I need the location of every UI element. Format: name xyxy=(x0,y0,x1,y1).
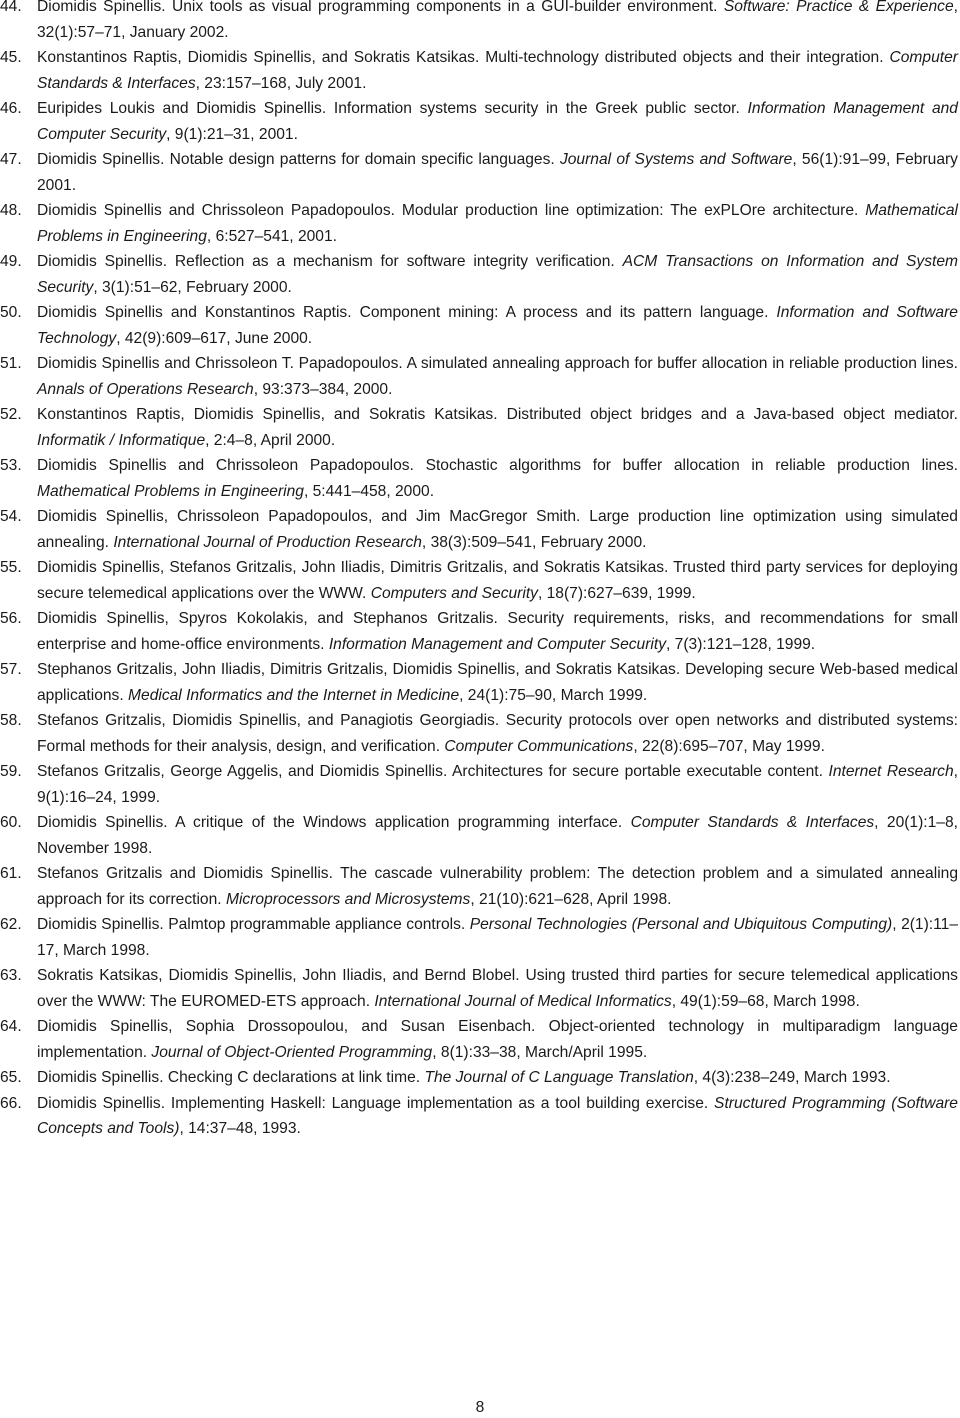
reference-title: Unix tools as visual programming components in a GUI-builder environment. xyxy=(171,0,718,15)
reference-title: The cascade vulnerability problem: The detection problem and a simulated annealing approach for its correction. xyxy=(37,865,958,908)
reference-venue: Microprocessors and Microsystems xyxy=(225,890,471,908)
reference-number: 46. xyxy=(0,100,22,117)
reference-title: Multi-technology distributed objects and their integration. xyxy=(485,49,884,66)
reference-venue: Personal Technologies (Personal and Ubiquitous Computing) xyxy=(469,916,893,933)
reference-entry xyxy=(0,606,958,657)
reference-title: Using trusted third parties for secure telemedical applications over the WWW: The EUROMED-ETS approach. xyxy=(37,967,958,1010)
reference-venue: Computer Standards & Interfaces xyxy=(630,814,875,831)
reference-details: , 3(1):51–62, February 2000. xyxy=(93,278,292,296)
reference-venue: Informatik / Informatique xyxy=(37,431,206,449)
reference-entry xyxy=(0,402,958,453)
reference-details: , 38(3):509–541, February 2000. xyxy=(421,533,647,551)
reference-details: , 20(1):1–8, November 1998. xyxy=(37,814,958,857)
reference-title: Architectures for secure portable executable content. xyxy=(451,763,823,780)
reference-authors: Stephanos Gritzalis, John Iliadis, Dimitris Gritzalis, Diomidis Spinellis, and Sokratis Katsikas. xyxy=(37,661,681,678)
reference-authors: Konstantinos Raptis, Diomidis Spinellis, and Sokratis Katsikas. xyxy=(37,49,480,66)
reference-entry xyxy=(0,147,958,198)
reference-venue: Information Management and Computer Security xyxy=(37,100,958,143)
reference-entry xyxy=(0,300,958,351)
reference-venue: Computer Communications xyxy=(444,737,634,755)
reference-venue: Internet Research xyxy=(828,763,954,780)
reference-venue: Information and Software Technology xyxy=(37,304,958,347)
reference-authors: Diomidis Spinellis. xyxy=(37,1069,164,1086)
reference-venue: International Journal of Medical Informatics xyxy=(374,992,672,1010)
reference-number: 59. xyxy=(0,763,22,780)
reference-details: , 22(8):695–707, May 1999. xyxy=(633,737,825,755)
reference-entry xyxy=(0,759,958,810)
reference-number: 49. xyxy=(0,253,22,270)
reference-details: , 32(1):57–71, January 2002. xyxy=(37,0,958,41)
reference-details: , 9(1):21–31, 2001. xyxy=(166,125,298,143)
reference-title: Security requirements, risks, and recommendations for small enterprise and home-office environments. xyxy=(37,610,958,653)
reference-number: 52. xyxy=(0,406,22,423)
reference-venue: The Journal of C Language Translation xyxy=(424,1069,694,1086)
reference-entry xyxy=(0,810,958,861)
reference-title: Palmtop programmable appliance controls. xyxy=(168,916,466,933)
reference-details: , 21(10):621–628, April 1998. xyxy=(470,890,672,908)
reference-venue: Information Management and Computer Security xyxy=(328,635,667,653)
reference-details: , 93:373–384, 2000. xyxy=(253,380,393,398)
reference-entry xyxy=(0,1091,958,1142)
reference-title: Stochastic algorithms for buffer allocation in reliable production lines. xyxy=(425,457,959,474)
reference-details: , 18(7):627–639, 1999. xyxy=(537,584,696,602)
reference-title: Component mining: A process and its pattern language. xyxy=(359,304,769,321)
reference-authors: Diomidis Spinellis and Chrissoleon T. Papadopoulos. xyxy=(37,355,403,372)
reference-details: , 23:157–168, July 2001. xyxy=(195,74,367,92)
reference-authors: Diomidis Spinellis. xyxy=(37,0,166,15)
reference-number: 53. xyxy=(0,457,22,474)
reference-authors: Diomidis Spinellis and Chrissoleon Papadopoulos. xyxy=(37,202,395,219)
reference-authors: Diomidis Spinellis and Konstantinos Raptis. xyxy=(37,304,352,321)
reference-title: A simulated annealing approach for buffer allocation in reliable production lines. xyxy=(406,355,958,372)
reference-venue: ACM Transactions on Information and System Security xyxy=(37,253,958,296)
reference-venue: Computers and Security xyxy=(370,584,538,602)
reference-number: 51. xyxy=(0,355,22,372)
reference-venue: Mathematical Problems in Engineering xyxy=(37,482,304,500)
reference-entry xyxy=(0,861,958,912)
reference-entry xyxy=(0,453,958,504)
reference-venue: Journal of Object-Oriented Programming xyxy=(151,1043,433,1061)
reference-details: , 5:441–458, 2000. xyxy=(303,482,435,500)
reference-number: 63. xyxy=(0,967,22,984)
reference-details: , 2(1):11–17, March 1998. xyxy=(37,916,958,959)
reference-entry xyxy=(0,657,958,708)
reference-entry xyxy=(0,708,958,759)
reference-details: , 24(1):75–90, March 1999. xyxy=(459,686,648,704)
reference-authors: Diomidis Spinellis. xyxy=(37,1094,166,1112)
reference-title: Reflection as a mechanism for software integrity verification. xyxy=(174,253,615,270)
reference-details: , 14:37–48, 1993. xyxy=(179,1120,301,1137)
reference-venue: International Journal of Production Research xyxy=(113,533,422,551)
reference-details: , 4(3):238–249, March 1993. xyxy=(693,1069,891,1086)
reference-title: Implementing Haskell: Language implementation as a tool building exercise. xyxy=(170,1094,709,1112)
reference-entry xyxy=(0,1065,958,1091)
reference-number: 47. xyxy=(0,151,22,168)
reference-title: Large production line optimization using simulated annealing. xyxy=(37,508,958,551)
reference-entry xyxy=(0,963,958,1014)
reference-details: , 2:4–8, April 2000. xyxy=(205,431,336,449)
reference-number: 44. xyxy=(0,0,22,15)
reference-venue: Annals of Operations Research xyxy=(37,380,254,398)
reference-details: , 7(3):121–128, 1999. xyxy=(666,635,816,653)
reference-authors: Diomidis Spinellis. xyxy=(37,916,164,933)
reference-entry xyxy=(0,504,958,555)
reference-number: 55. xyxy=(0,559,22,576)
reference-venue: Mathematical Problems in Engineering xyxy=(37,202,958,245)
reference-title: Security protocols over open networks and distributed systems: Formal methods for their analysis, design, and verification. xyxy=(37,712,958,755)
reference-number: 48. xyxy=(0,202,22,219)
reference-venue: Structured Programming (Software Concepts and Tools) xyxy=(37,1094,958,1137)
reference-details: , 56(1):91–99, February 2001. xyxy=(37,151,958,194)
reference-authors: Konstantinos Raptis, Diomidis Spinellis, and Sokratis Katsikas. xyxy=(37,406,498,423)
reference-title: A critique of the Windows application programming interface. xyxy=(175,814,623,831)
reference-authors: Stefanos Gritzalis and Diomidis Spinellis. xyxy=(37,865,333,882)
reference-number: 50. xyxy=(0,304,22,321)
reference-number: 58. xyxy=(0,712,22,729)
reference-number: 65. xyxy=(0,1069,22,1086)
reference-entry xyxy=(0,198,958,249)
reference-title: Object-oriented technology in multiparadigm language implementation. xyxy=(37,1018,958,1061)
reference-authors: Diomidis Spinellis, Chrissoleon Papadopoulos, and Jim MacGregor Smith. xyxy=(37,508,581,525)
reference-venue: Software: Practice & Experience xyxy=(723,0,954,15)
reference-entry xyxy=(0,351,958,402)
page-number: 8 xyxy=(475,1399,485,1416)
reference-number: 66. xyxy=(0,1094,22,1112)
reference-details: , 6:527–541, 2001. xyxy=(206,227,337,245)
reference-authors: Diomidis Spinellis. xyxy=(37,151,165,168)
reference-venue: Medical Informatics and the Internet in Medicine xyxy=(128,686,460,704)
reference-title: Checking C declarations at link time. xyxy=(167,1069,421,1086)
reference-number: 54. xyxy=(0,508,22,525)
reference-details: , 8(1):33–38, March/April 1995. xyxy=(432,1043,648,1061)
reference-authors: Euripides Loukis and Diomidis Spinellis. xyxy=(37,100,327,117)
reference-entry xyxy=(0,45,958,96)
reference-title: Developing secure Web-based medical applications. xyxy=(37,661,958,704)
reference-entry xyxy=(0,96,958,147)
reference-entry xyxy=(0,1014,958,1065)
reference-number: 64. xyxy=(0,1018,22,1035)
reference-entry xyxy=(0,555,958,606)
reference-entry xyxy=(0,912,958,963)
reference-authors: Diomidis Spinellis, Sophia Drossopoulou, and Susan Eisenbach. xyxy=(37,1018,536,1035)
reference-authors: Diomidis Spinellis. xyxy=(37,814,168,831)
reference-entry xyxy=(0,0,958,45)
reference-entry xyxy=(0,249,958,300)
reference-title: Information systems security in the Greek public sector. xyxy=(333,100,740,117)
reference-number: 56. xyxy=(0,610,22,627)
reference-title: Distributed object bridges and a Java-based object mediator. xyxy=(506,406,958,423)
reference-venue: Journal of Systems and Software xyxy=(559,151,793,168)
reference-details: , 9(1):16–24, 1999. xyxy=(37,763,958,806)
reference-number: 57. xyxy=(0,661,22,678)
reference-authors: Diomidis Spinellis, Stefanos Gritzalis, John Iliadis, Dimitris Gritzalis, and Sokratis Katsikas. xyxy=(37,559,669,576)
reference-authors: Diomidis Spinellis, Spyros Kokolakis, and Stephanos Gritzalis. xyxy=(37,610,498,627)
reference-venue: Computer Standards & Interfaces xyxy=(37,49,958,92)
reference-number: 60. xyxy=(0,814,22,831)
reference-authors: Diomidis Spinellis and Chrissoleon Papadopoulos. xyxy=(37,457,414,474)
reference-title: Modular production line optimization: The exPLOre architecture. xyxy=(401,202,859,219)
reference-title: Trusted third party services for deploying secure telemedical applications over the WWW. xyxy=(37,559,958,602)
reference-authors: Stefanos Gritzalis, George Aggelis, and Diomidis Spinellis. xyxy=(37,763,448,780)
reference-number: 62. xyxy=(0,916,22,933)
reference-details: , 49(1):59–68, March 1998. xyxy=(671,992,860,1010)
reference-title: Notable design patterns for domain specific languages. xyxy=(169,151,555,168)
reference-number: 61. xyxy=(0,865,22,882)
reference-number: 45. xyxy=(0,49,22,66)
reference-authors: Sokratis Katsikas, Diomidis Spinellis, John Iliadis, and Bernd Blobel. xyxy=(37,967,520,984)
reference-details: , 42(9):609–617, June 2000. xyxy=(116,329,313,347)
reference-authors: Diomidis Spinellis. xyxy=(37,253,168,270)
reference-authors: Stefanos Gritzalis, Diomidis Spinellis, and Panagiotis Georgiadis. xyxy=(37,712,500,729)
